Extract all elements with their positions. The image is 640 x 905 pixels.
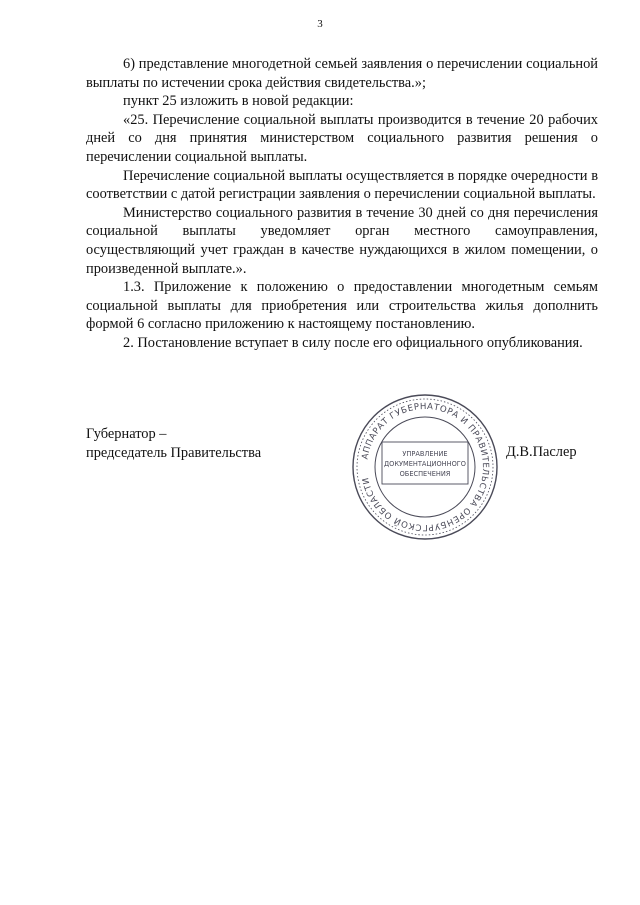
- official-stamp: [350, 392, 500, 542]
- signatory-title-line2: председатель Правительства: [86, 444, 262, 461]
- paragraph-appendix: 1.3. Приложение к положению о предоставлении многодетным семьям социальной выплаты для приобретения или строительства жилья дополнить формой 6 согласно приложению к настоящему постановлению.: [86, 279, 598, 333]
- stamp-inner-line-1: УПРАВЛЕНИЕ: [402, 450, 448, 458]
- stamp-seal-icon: [350, 392, 500, 542]
- paragraph-point-25-intro: пункт 25 изложить в новой редакции:: [123, 93, 354, 110]
- signatory-title-line1: Губернатор –: [86, 426, 167, 442]
- paragraph-queue-order: Перечисление социальной выплаты осуществляется в порядке очередности в соответствии с датой регистрации заявления о перечислении социальной выплаты.: [86, 167, 598, 203]
- page-number: 3: [317, 18, 323, 30]
- signatory-title: [86, 425, 261, 462]
- document-body: [86, 55, 598, 353]
- signatory-name: Д.В.Паслер: [506, 444, 577, 460]
- stamp-inner-line-3: ОБЕСПЕЧЕНИЯ: [399, 470, 451, 478]
- paragraph-effective: 2. Постановление вступает в силу после его официального опубликования.: [123, 334, 583, 351]
- paragraph-item-6: 6) представление многодетной семьей заявления о перечислении социальной выплаты по истечении срока действия свидетельства.»;: [86, 56, 598, 91]
- paragraph-point-25: «25. Перечисление социальной выплаты производится в течение 20 рабочих дней со дня принятия министерством социального развития решения о перечислении социальной выплаты.: [86, 111, 598, 165]
- paragraph-notification: Министерство социального развития в течение 30 дней со дня перечисления социальной выплаты уведомляет орган местного самоуправления, осуществляющий учет граждан в качестве нуждающихся в жилом помещении, о произведенной выплате.».: [86, 204, 598, 277]
- stamp-outer-text: АППАРАТ ГУБЕРНАТОРА И ПРАВИТЕЛЬСТВА ОРЕНБУРГСКОЙ ОБЛАСТИ: [360, 401, 491, 533]
- stamp-inner-line-2: ДОКУМЕНТАЦИОННОГО: [384, 460, 466, 468]
